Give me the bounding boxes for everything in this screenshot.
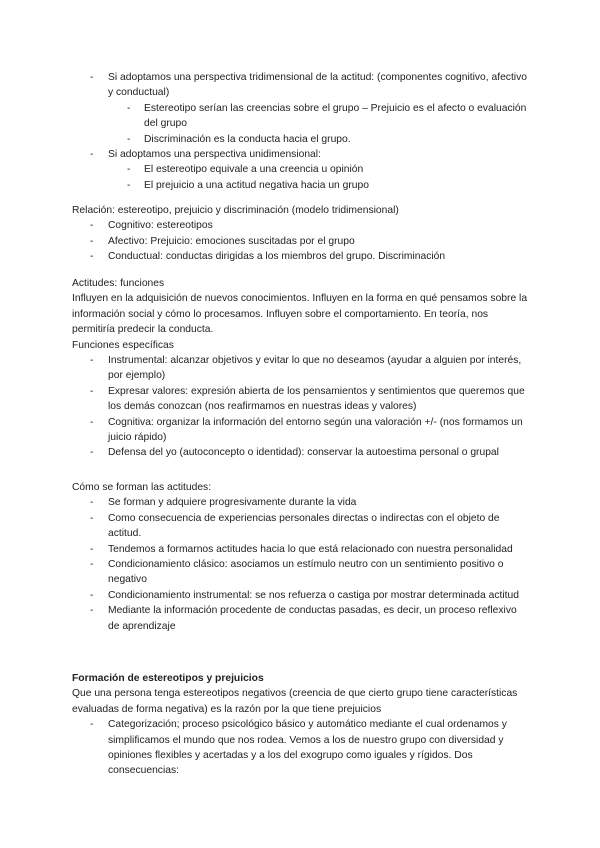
list-item-text: Si adoptamos una perspectiva tridimensional de la actitud: (componentes cognitivo, afectivo y conductual): [108, 72, 527, 99]
formacion-section: [0, 671, 600, 779]
sub-list-item-text: El estereotipo equivale a una creencia u opinión: [144, 164, 364, 176]
bullet-dash: -: [90, 559, 94, 571]
list-item: [0, 249, 600, 264]
list-item: [0, 603, 600, 634]
bullet-dash: -: [90, 235, 94, 247]
formacion-heading: Formación de estereotipos y prejuicios: [72, 673, 264, 684]
list-item: [0, 445, 600, 460]
list-item: [0, 717, 600, 779]
list-item-text: Se forman y adquiere progresivamente durante la vida: [108, 497, 357, 509]
bullet-dash: -: [90, 543, 94, 555]
bullet-dash: -: [90, 251, 94, 263]
list-item: [0, 70, 600, 101]
list-item-text: Mediante la información procedente de conductas pasadas, es decir, un proceso reflexivo de aprendizaje: [108, 605, 517, 632]
bullet-dash: -: [90, 72, 94, 83]
bullet-dash: -: [90, 416, 94, 428]
list-item-text: Como consecuencia de experiencias personales directas o indirectas con el objeto de actitud.: [108, 512, 500, 540]
bullet-dash: -: [90, 385, 94, 397]
forman-heading: Cómo se forman las actitudes:: [72, 482, 212, 493]
bullet-dash: -: [127, 133, 131, 145]
list-item-text: Instrumental: alcanzar objetivos y evitar lo que no deseamos (ayudar a alguien por interés, por ejemplo): [108, 355, 522, 382]
bullet-dash: -: [90, 220, 94, 232]
forman-section: [0, 480, 600, 634]
list-item-text: Condicionamiento instrumental: se nos refuerza o castiga por mostrar determinada actitud: [108, 589, 519, 601]
bullet-dash: -: [127, 102, 131, 114]
actitudes-section: [0, 276, 600, 461]
bullet-dash: -: [90, 589, 94, 601]
sub-list-item-text: Estereotipo serían las creencias sobre el grupo – Prejuicio es el afecto o evaluación del grupo: [144, 102, 527, 130]
list-item-text: Tendemos a formarnos actitudes hacia lo que está relacionado con nuestra personalidad: [108, 543, 513, 555]
bullet-dash: -: [127, 164, 131, 176]
list-item-text: Categorización; proceso psicológico básico y automático mediante el cual ordenamos y simplificamos el mundo que nos rodea. Vemos a los de nuestro grupo con diversidad y opiniones flexibles y acertadas y a los del exogrupo como iguales y rígidos. Dos consecuencias:: [108, 719, 507, 777]
list-item: [0, 147, 600, 162]
list-item: [0, 234, 600, 249]
list-item-text: Conductual: conductas dirigidas a los miembros del grupo. Discriminación: [108, 251, 446, 263]
sub-list-item: [0, 178, 600, 193]
list-item-text: Cognitivo: estereotipos: [108, 220, 213, 232]
perspectiva-list: [0, 70, 600, 193]
relacion-section: [0, 203, 600, 265]
sub-list-item-text: Discriminación es la conducta hacia el grupo.: [144, 133, 351, 145]
relacion-heading: Relación: estereotipo, prejuicio y discriminación (modelo tridimensional): [72, 205, 399, 216]
sub-list-item: [0, 162, 600, 177]
list-item: [0, 495, 600, 510]
sub-list-item: [0, 132, 600, 147]
list-item: [0, 557, 600, 588]
bullet-dash: -: [90, 497, 94, 509]
list-item-text: Condicionamiento clásico: asociamos un estímulo neutro con un sentimiento positivo o negativo: [108, 559, 504, 586]
bullet-dash: -: [90, 355, 94, 367]
list-item: [0, 218, 600, 233]
list-item: [0, 353, 600, 384]
list-item: [0, 542, 600, 557]
list-item-text: Defensa del yo (autoconcepto o identidad): conservar la autoestima personal o grupal: [108, 447, 499, 459]
list-item: [0, 415, 600, 446]
list-item: [0, 588, 600, 603]
list-item-text: Afectivo: Prejuicio: emociones suscitadas por el grupo: [108, 235, 355, 247]
formacion-paragraph: Que una persona tenga estereotipos negativos (creencia de que cierto grupo tiene características evaluadas de forma negativa) es la razón por la que tiene prejuicios: [72, 688, 518, 715]
list-item: [0, 511, 600, 542]
bullet-dash: -: [90, 447, 94, 459]
list-item-text: Si adoptamos una perspectiva unidimensional:: [108, 149, 321, 161]
list-item-text: Cognitiva: organizar la información del entorno según una valoración +/- (nos formamos un juicio rápido): [108, 416, 523, 444]
bullet-dash: -: [90, 719, 94, 731]
actitudes-heading: Actitudes: funciones: [72, 278, 165, 289]
sub-list-item: [0, 101, 600, 132]
sub-list-item-text: El prejuicio a una actitud negativa hacia un grupo: [144, 179, 369, 191]
actitudes-paragraph: Influyen en la adquisición de nuevos conocimientos. Influyen en la forma en qué pensamos sobre la información social y cómo lo procesamos. Influyen sobre el comportamiento. En teoría, nos permitiría predecir la conducta.: [72, 293, 528, 336]
list-item-text: Expresar valores: expresión abierta de los pensamientos y sentimientos que queremos que los demás conozcan (nos reafirmamos en nuestras ideas y valores): [108, 385, 525, 413]
bullet-dash: -: [90, 605, 94, 617]
bullet-dash: -: [90, 512, 94, 524]
funciones-subheading: Funciones específicas: [72, 339, 174, 351]
bullet-dash: -: [127, 179, 131, 191]
list-item: [0, 384, 600, 415]
bullet-dash: -: [90, 149, 94, 161]
